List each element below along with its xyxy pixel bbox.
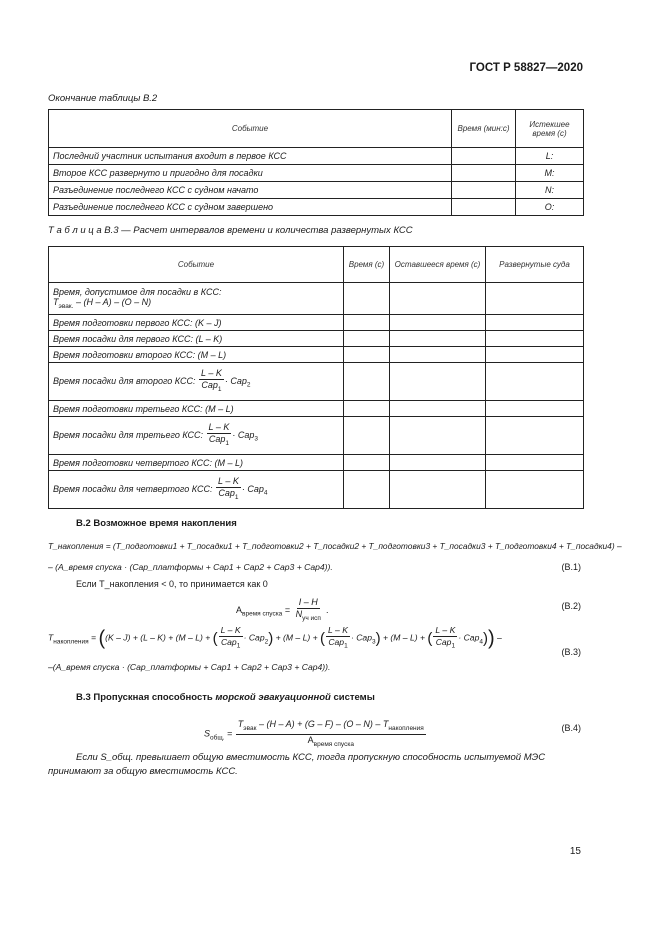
table-row <box>49 148 584 165</box>
table-b2-caption: Окончание таблицы В.2 <box>48 93 158 104</box>
table-b3-header-time: Время (с) <box>344 247 390 283</box>
equation-b2: $A_{время спуска}$ = $\frac{I - H}{N_{уч исп}}$ . <box>236 597 329 622</box>
note-negative: Если T_накопления < 0, то принимается как 0 <box>76 579 268 589</box>
fraction: $\frac{T_{эвак} - (H - A) + (G - F) - (O - N) - T_{накопления}}{A_{время спуска}}$ <box>237 719 424 748</box>
equation-number-b2: (В.2) <box>561 601 581 611</box>
table-b2-elapsed: O: <box>516 199 584 216</box>
table-row <box>49 455 584 471</box>
table-row <box>49 283 584 315</box>
table-row <box>49 315 584 331</box>
equation-b3-line1: $T_{накопления} = ((K - J) + (L - K) + (M - L)$ + ( $\frac{L - K}{Cap_1}$ · Cap$_2$) + (M – L) + ( $\frac{L - K}{Cap_1}$ · Cap$_3$) + (M – L) + ( $\frac{L - K}{Cap_1}$ · Cap$_4$)) – <box>48 625 502 650</box>
equation-number-b3: (В.3) <box>561 647 581 657</box>
table-b3-event: Время посадки для второго КСС: $\frac{L - K}{Cap_1}$ · Cap$_2$ <box>49 363 344 401</box>
table-b3-event: Время подготовки первого КСС: (K – J) <box>49 315 344 331</box>
table-row <box>49 165 584 182</box>
table-b2-event: Последний участник испытания входит в первое КСС <box>49 148 452 165</box>
table-row <box>49 182 584 199</box>
table-b2-header-time: Время (мин:с) <box>452 110 516 148</box>
event-formula: $T_{эвак.} - (H - A) - (O - N)$ <box>53 297 152 310</box>
table-b3-event: Время посадки для четвертого КСС: $\frac{L - K}{Cap_1}$ · Cap$_4$ <box>49 471 344 509</box>
table-b3-event: Время подготовки третьего КСС: (M – L) <box>49 401 344 417</box>
section-b3-heading: В.3 Пропускная способность морской эвакуационной системы <box>76 692 375 703</box>
table-b2-event: Второе КСС развернуто и пригодно для посадки <box>49 165 452 182</box>
table-b3-header-deployed: Развернутые суда <box>486 247 584 283</box>
table-b2-header-elapsed: Истекшее время (с) <box>516 110 584 148</box>
page-number: 15 <box>569 846 581 857</box>
table-row <box>49 363 584 401</box>
table-b2-header-event: Событие <box>49 110 452 148</box>
table-b3 <box>48 246 584 509</box>
table-b3-event: Время посадки для третьего КСС: $\frac{L - K}{Cap_1}$ · Cap$_3$ <box>49 417 344 455</box>
table-b2-event: Разъединение последнего КСС с судном завершено <box>49 199 452 216</box>
equation-b3-line2: –(A_время спуска · (Cap_платформы + Cap1 + Cap2 + Cap3 + Cap4)). <box>48 662 331 672</box>
table-b2-elapsed: N: <box>516 182 584 199</box>
table-b2-event: Разъединение последнего КСС с судном начато <box>49 182 452 199</box>
table-row <box>49 347 584 363</box>
table-row <box>49 331 584 347</box>
paragraph-capacity-note: Если S_общ. превышает общую вместимость КСС, тогда пропускную способность испытуемой МЭС принимают за общую вместимость КСС. <box>48 752 546 777</box>
event-text: Время, допустимое для посадки в КСС: <box>53 287 222 298</box>
equation-number-b1: (В.1) <box>561 562 581 572</box>
table-b3-event: Время посадки для первого КСС: (L – K) <box>49 331 344 347</box>
table-b2 <box>48 109 584 216</box>
document-code: ГОСТ Р 58827—2020 <box>469 62 583 74</box>
equation-b4: $S_{общ.}$ = $\frac{T_{эвак} - (H - A) + (G - F) - (O - N) - T_{накопления}}{A_{время спуска}}$ <box>204 719 424 748</box>
table-b2-elapsed: M: <box>516 165 584 182</box>
table-b3-event: Время подготовки четвертого КСС: (M – L) <box>49 455 344 471</box>
table-row <box>49 417 584 455</box>
table-b3-header-remaining: Оставшееся время (с) <box>390 247 486 283</box>
fraction: $\frac{L - K}{Cap_1}$ <box>217 476 239 501</box>
table-b3-caption: Т а б л и ц а В.3 — Расчет интервалов времени и количества развернутых КСС <box>48 225 413 236</box>
equation-b1-line2: – (A_время спуска · (Cap_платформы + Cap1 + Cap2 + Cap3 + Cap4)). <box>48 562 333 572</box>
table-row <box>49 199 584 216</box>
table-b2-elapsed: L: <box>516 148 584 165</box>
fraction: $\frac{L - K}{Cap_1}$ <box>208 422 230 447</box>
equation-b1-line1: T_накопления = (T_подготовки1 + T_посадки1 + T_подготовки2 + T_посадки2 + T_подготовки3 + T_посадки3 + T_подготовки4 + T_посадки4) – <box>48 541 622 551</box>
fraction: $\frac{I - H}{N_{уч исп}}$ <box>295 597 321 622</box>
equation-number-b4: (В.4) <box>561 723 581 733</box>
section-b2-heading: В.2 Возможное время накопления <box>76 518 237 529</box>
table-b3-event: Время подготовки второго КСС: (M – L) <box>49 347 344 363</box>
table-b3-event <box>49 283 344 315</box>
fraction: $\frac{L - K}{Cap_1}$ <box>201 368 222 393</box>
table-row <box>49 401 584 417</box>
table-row <box>49 471 584 509</box>
table-b3-header-event: Событие <box>49 247 344 283</box>
